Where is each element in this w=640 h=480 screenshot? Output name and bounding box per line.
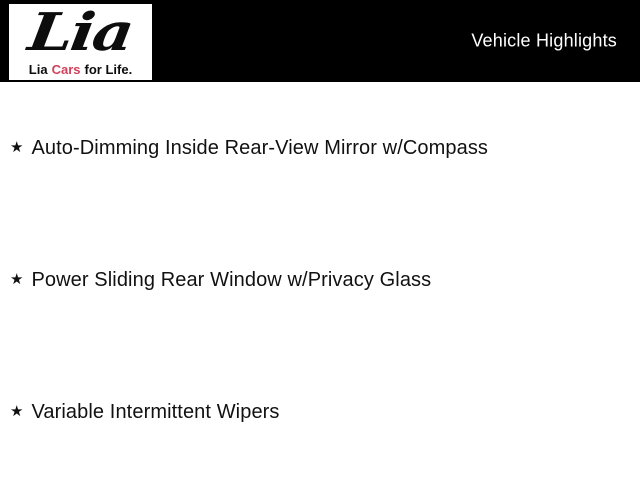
highlight-item bbox=[0, 346, 640, 478]
star-icon: ★ bbox=[10, 138, 24, 156]
highlights-list bbox=[0, 82, 640, 478]
header bbox=[0, 0, 640, 82]
star-icon: ★ bbox=[10, 402, 24, 420]
highlight-label: Power Sliding Rear Window w/Privacy Glass bbox=[31, 268, 432, 291]
tagline-part-for-life: for Life. bbox=[84, 62, 133, 77]
logo-tagline bbox=[29, 62, 132, 77]
highlight-item bbox=[0, 82, 640, 214]
tagline-part-lia: Lia bbox=[28, 62, 48, 77]
page-title: Vehicle Highlights bbox=[471, 30, 617, 51]
tagline-part-cars: Cars bbox=[51, 62, 81, 77]
logo-wordmark: Lia bbox=[25, 2, 137, 63]
star-icon: ★ bbox=[10, 270, 24, 288]
highlight-label: Variable Intermittent Wipers bbox=[31, 400, 280, 423]
dealer-logo bbox=[9, 4, 152, 80]
highlight-label: Auto-Dimming Inside Rear-View Mirror w/Compass bbox=[31, 136, 489, 159]
highlight-item bbox=[0, 214, 640, 346]
